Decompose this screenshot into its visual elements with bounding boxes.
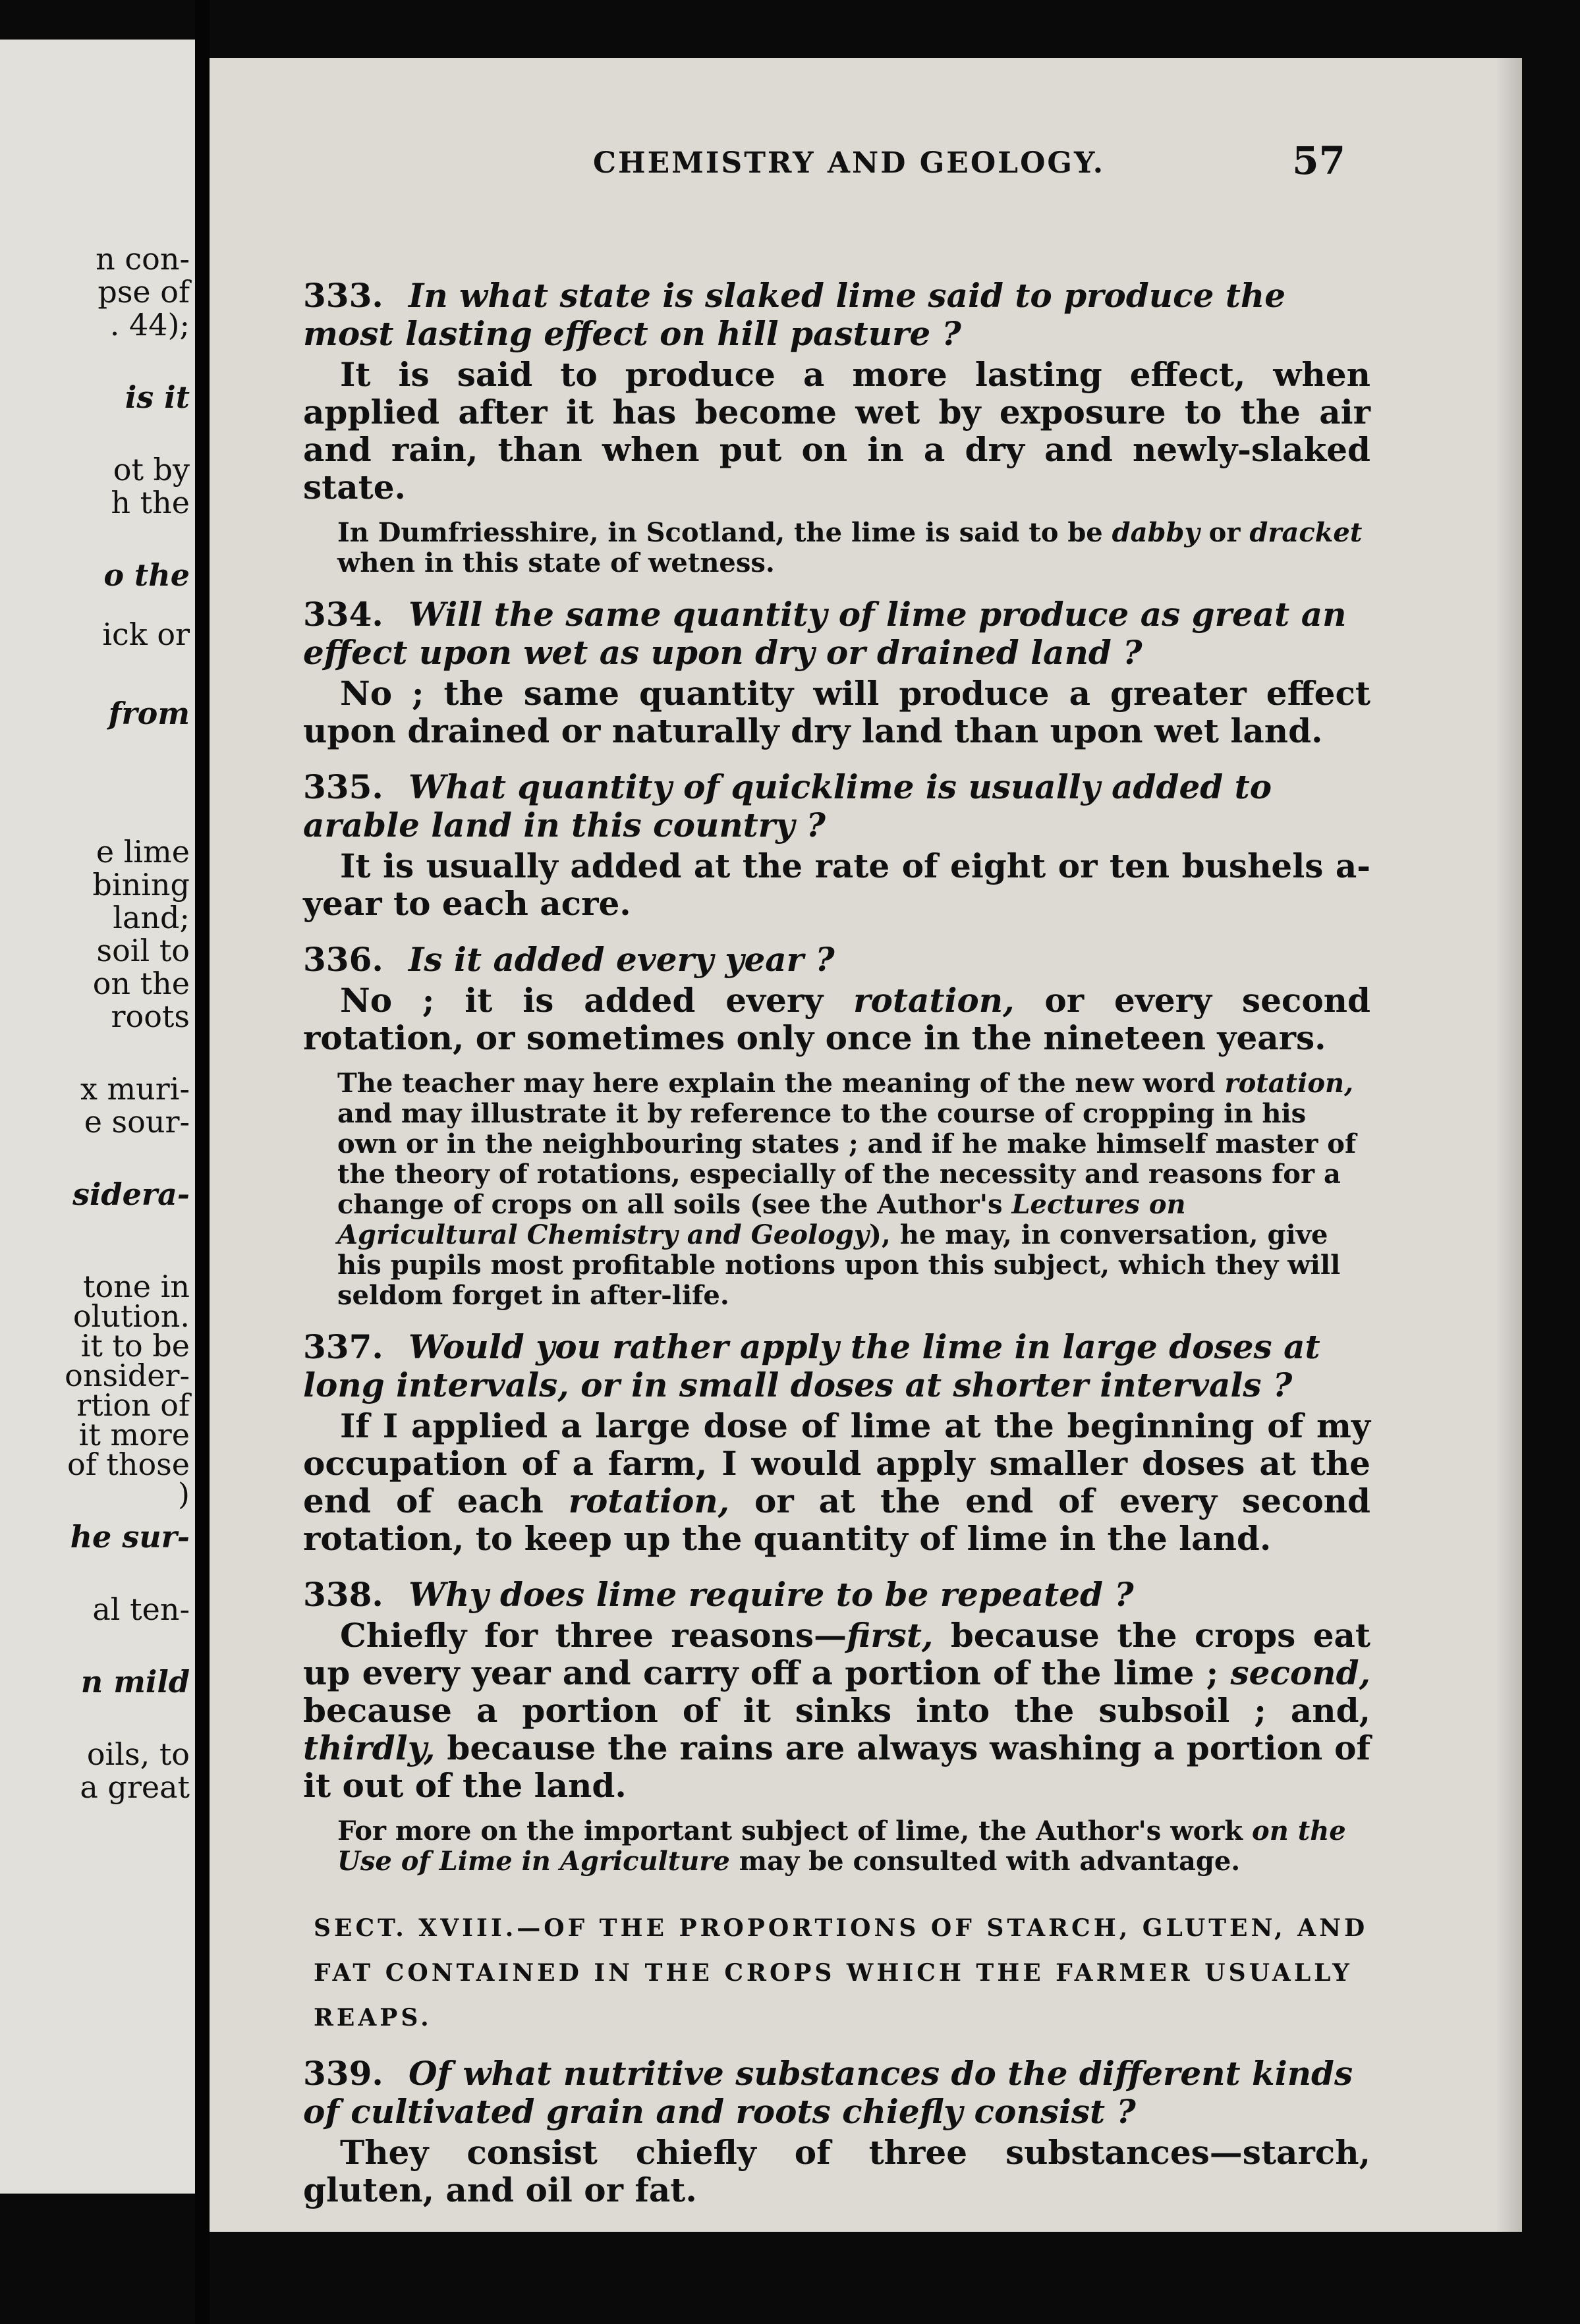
left-page-fragment: he sur- [70,1519,190,1555]
answer-336 [303,982,1370,1057]
left-page-fragment: al ten- [92,1591,190,1627]
left-page-fragment: . 44); [109,307,190,343]
answer-text: because a portion of it sinks into the subsoil ; and, [303,1691,1370,1730]
left-page-fragment: soil to [96,933,190,968]
left-page-fragment: bining [92,867,190,902]
left-page-fragment: rtion of [76,1387,190,1423]
left-page-fragment: olution. [72,1298,190,1334]
note-338 [337,1816,1370,1877]
note-336 [337,1068,1370,1311]
left-page-fragment: on the [92,966,190,1001]
note-italic: Lectures on Agricultural Chemistry and Geology [337,1189,1186,1250]
left-page-fragment: n con- [96,241,190,277]
left-page-fragment: of those [67,1447,190,1482]
question-number: 338. [303,1575,383,1614]
left-page-fragment: land; [113,900,190,935]
note-text: or [1199,517,1250,548]
note-text: In Dumfriesshire, in Scotland, the lime is said to be [337,517,1112,548]
note-333 [337,518,1370,578]
answer-italic: rotation, [568,1481,730,1520]
page-content [303,277,1370,2227]
answer-338 [303,1617,1370,1804]
left-page-fragment: x muri- [80,1071,190,1107]
question-number: 339. [303,2054,383,2093]
question-text: What quantity of quicklime is usually added to arable land in this country ? [303,767,1272,844]
left-page-fragment: e sour- [84,1104,190,1140]
question-number: 336. [303,940,383,979]
answer-text: or every second rotation, or sometimes only once in the nineteen years. [303,981,1370,1057]
note-text: ), he may, in conversation, give his pupils most profitable notions upon this subject, which they will seldom forget in after-life. [337,1219,1341,1311]
left-page-fragment: o the [103,557,190,593]
left-page-fragment: sidera- [72,1176,190,1212]
answer-337 [303,1407,1370,1557]
left-page-fragment: tone in [83,1269,190,1304]
answer-334: No ; the same quantity will produce a greater effect upon drained or naturally dry land than upon wet land. [303,674,1370,750]
left-page-fragment: ot by [113,452,190,487]
answer-text: Chiefly for three reasons— [340,1616,847,1655]
answer-italic: thirdly, [303,1729,436,1767]
answer-italic: first, [846,1616,934,1655]
left-page [0,40,195,2194]
note-text: The teacher may here explain the meaning of the new word [337,1068,1225,1099]
question-number: 337. [303,1327,383,1366]
question-number: 333. [303,276,383,315]
left-page-fragment: pse of [98,274,190,310]
answer-text: or at the end of every second rotation, to keep up the quantity of lime in the land. [303,1481,1370,1558]
question-333 [303,277,1370,353]
answer-text: No ; it is added every [340,981,854,1020]
answer-339: They consist chiefly of three substances—starch, gluten, and oil or fat. [303,2133,1370,2209]
question-text: Will the same quantity of lime produce as great an effect upon wet as upon dry or drained land ? [303,595,1347,672]
left-page-fragment: n mild [80,1664,190,1700]
question-text: In what state is slaked lime said to produce the most lasting effect on hill pasture ? [303,276,1286,353]
left-page-fragment: ) [178,1476,190,1512]
answer-text: because the crops eat up every year and carry off a portion of the lime ; [303,1616,1371,1692]
note-italic: rotation, [1224,1068,1354,1099]
left-page-fragment: it more [78,1417,190,1452]
answer-italic: rotation, [853,981,1015,1020]
page-header [382,138,1370,191]
left-page-fragment: it to be [80,1328,190,1364]
answer-text: because the rains are always washing a portion of it out of the land. [303,1729,1370,1805]
left-page-fragment: is it [125,379,190,415]
question-334 [303,595,1370,672]
left-page-fragment: e lime [96,834,190,870]
page-edge-shadow [1496,58,1522,2232]
running-head: CHEMISTRY AND GEOLOGY. [593,146,1106,180]
section-heading: SECT. XVIII.—OF THE PROPORTIONS OF STARCH, GLUTEN, AND FAT CONTAINED IN THE CROPS WHICH THE FARMER USUALLY REAPS. [314,1914,1368,2032]
note-italic: dracket [1249,517,1363,548]
question-text: Would you rather apply the lime in large doses at long intervals, or in small doses at shorter intervals ? [303,1327,1320,1404]
answer-335: It is usually added at the rate of eight or ten bushels a-year to each acre. [303,846,1370,923]
note-italic: on the Use of Lime in Agriculture [337,1815,1346,1877]
note-text: For more on the important subject of lime, the Author's work [337,1815,1253,1846]
question-text: Of what nutritive substances do the different kinds of cultivated grain and roots chiefly consist ? [303,2054,1353,2131]
question-336 [303,941,1370,979]
question-number: 335. [303,767,383,806]
page-number: 57 [1292,138,1345,183]
left-page-fragment: oils, to [86,1736,190,1772]
question-335 [303,768,1370,844]
answer-italic: second, [1230,1653,1370,1692]
question-338 [303,1576,1370,1614]
left-page-fragment: ick or [102,617,190,652]
question-337 [303,1328,1370,1404]
question-text: Is it added every year ? [409,940,835,979]
question-number: 334. [303,595,383,634]
left-page-fragment: h the [111,485,190,520]
answer-333: It is said to produce a more lasting effect, when applied after it has become wet by exposure to the air and rain, than when put on in a dry and newly-slaked state. [303,355,1370,507]
note-text: when in this state of wetness. [337,547,775,578]
answer-text: If I applied a large dose of lime at the beginning of my occupation of a farm, I would apply smaller doses at the end of each [303,1406,1370,1520]
note-italic: dabby [1112,517,1200,548]
left-page-fragment: from [108,696,190,731]
question-text: Why does lime require to be repeated ? [409,1575,1134,1614]
question-339 [303,2055,1370,2131]
left-page-fragment: onsider- [65,1358,190,1393]
book-gutter [195,0,210,2324]
note-text: may be consulted with advantage. [729,1846,1241,1877]
note-text: and may illustrate it by reference to the course of cropping in his own or in the neighbouring states ; and if he make himself master of the theory of rotations, especially of the necessity and reasons for a change of crops on all soils (see the Author's [337,1098,1357,1220]
left-page-fragment: roots [111,999,190,1034]
left-page-fragment: a great [80,1769,190,1805]
